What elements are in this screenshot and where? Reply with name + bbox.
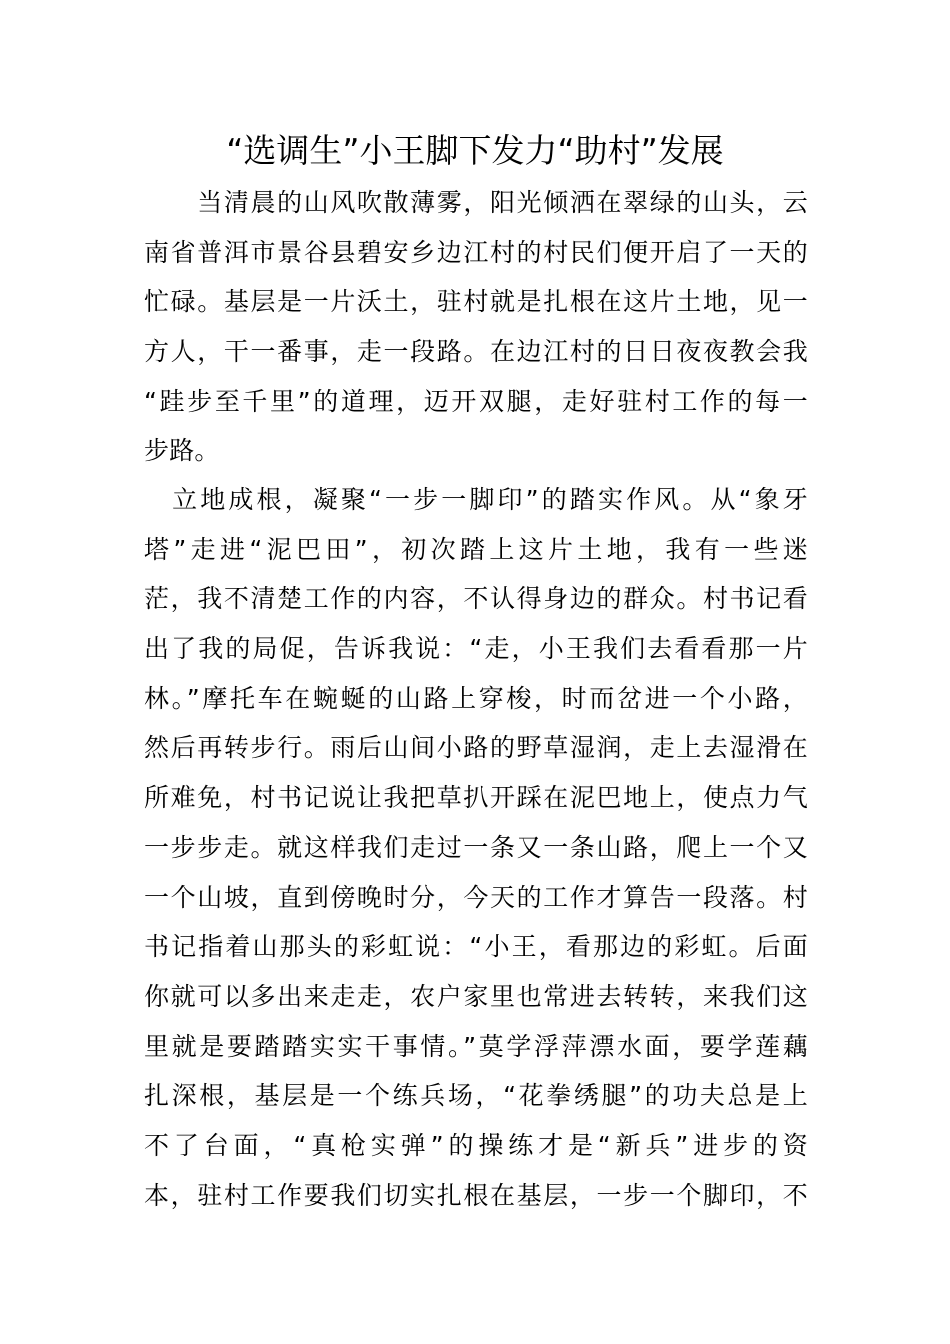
text-line: 南省普洱市景谷县碧安乡边江村的村民们便开启了一天的 bbox=[144, 237, 808, 267]
text-line: 忙碌。基层是一片沃土，驻村就是扎根在这片土地，见一 bbox=[144, 287, 808, 317]
text-line: “跬步至千里”的道理，迈开双腿，走好驻村工作的每一 bbox=[144, 386, 808, 416]
text-line: 出了我的局促，告诉我说：“走，小王我们去看看那一片 bbox=[144, 634, 808, 664]
text-line: 立地成根，凝聚“一步一脚印”的踏实作风。从“象牙 bbox=[144, 485, 808, 514]
text-line: 扎深根，基层是一个练兵场，“花拳绣腿”的功夫总是上 bbox=[144, 1081, 808, 1111]
document-title: “选调生”小王脚下发力“助村”发展 bbox=[226, 131, 724, 170]
text-line: 本，驻村工作要我们切实扎根在基层，一步一个脚印，不 bbox=[144, 1180, 808, 1210]
text-line: 茫，我不清楚工作的内容，不认得身边的群众。村书记看 bbox=[144, 584, 808, 614]
text-line: 你就可以多出来走走，农户家里也常进去转转，来我们这 bbox=[144, 981, 808, 1011]
paragraph-2 bbox=[144, 475, 808, 1220]
text-line: 塔”走进“泥巴田”，初次踏上这片土地，我有一些迷 bbox=[144, 534, 808, 564]
text-line: 当清晨的山风吹散薄雾，阳光倾洒在翠绿的山头，云 bbox=[144, 188, 808, 217]
text-line: 步路。 bbox=[144, 436, 220, 466]
text-line: 林。”摩托车在蜿蜒的山路上穿梭，时而岔进一个小路， bbox=[144, 683, 808, 713]
text-line: 一个山坡，直到傍晚时分，今天的工作才算告一段落。村 bbox=[144, 882, 808, 912]
text-line: 然后再转步行。雨后山间小路的野草湿润，走上去湿滑在 bbox=[144, 733, 808, 763]
text-line: 书记指着山那头的彩虹说：“小王，看那边的彩虹。后面 bbox=[144, 932, 808, 962]
text-line: 一步步走。就这样我们走过一条又一条山路，爬上一个又 bbox=[144, 832, 808, 862]
text-line: 所难免，村书记说让我把草扒开踩在泥巴地上，使点力气 bbox=[144, 783, 808, 813]
text-line: 里就是要踏踏实实干事情。”莫学浮萍漂水面，要学莲藕 bbox=[144, 1031, 808, 1061]
text-line: 不了台面，“真枪实弹”的操练才是“新兵”进步的资 bbox=[144, 1130, 808, 1160]
paragraph-1 bbox=[144, 178, 808, 476]
text-line: 方人，干一番事，走一段路。在边江村的日日夜夜教会我 bbox=[144, 337, 808, 367]
